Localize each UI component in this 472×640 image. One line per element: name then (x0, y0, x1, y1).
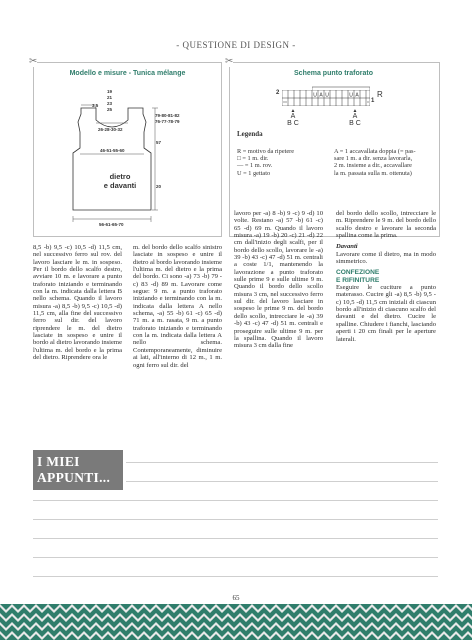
measure-shoulder: 3,5 (92, 103, 99, 108)
legend-left-4: U = 1 gettato (237, 169, 271, 177)
chart-marker-1 (281, 109, 305, 127)
piece-label-1: dietro (109, 172, 131, 181)
text-column-2 (133, 244, 222, 369)
marker-arrow-icon-2: ▲ (352, 108, 358, 114)
chart-row-1: 1 (371, 98, 375, 104)
chart-marker-2 (343, 109, 367, 127)
text-column-3 (234, 210, 323, 350)
svg-text:A: A (319, 92, 323, 99)
col4-text-a: del bordo dello scollo, intrecciare le m. Riprendere le 9 m. del bordo dello scalfo destro e lavorare la seconda spallina come la prima. (336, 210, 436, 240)
measure-armhole-width: 46-51-55-60 (100, 148, 125, 153)
section-header: - QUESTIONE DI DESIGN - (176, 40, 296, 50)
col4-text-c: Eseguire le cuciture a punto materasso. Cucire gli -a) 8,5 -b) 9,5 -c) 10,5 -d) 11,5 cm iniziali di ciascun bordo all'inizio di ciascuno scalfo del davanti e del dietro. Cucire le spalline. Chiudere i fianchi, lasciando aperti i 20 cm finali per le aperture laterali. (336, 284, 436, 343)
note-line (33, 519, 438, 520)
measure-right-mid: 57 (156, 140, 162, 145)
measure-right-upper-2: 76-77-78-79 (155, 119, 180, 124)
note-line (126, 481, 438, 482)
note-line (126, 462, 438, 463)
measure-neck-width: 26-28-30-32 (98, 127, 123, 132)
legend-right-2: sare 1 m. a dir. senza lavorarla, (334, 155, 413, 163)
svg-text:U: U (313, 92, 317, 99)
scissors-icon: ✂ (29, 56, 38, 67)
legend-right-1: A = 1 accavallata doppia (= pas- (334, 148, 416, 155)
legend-right-3: 2 m. insieme a dir., accavallare (334, 162, 412, 170)
chart-box-title: Schema punto traforato (294, 70, 373, 77)
legend-left-1: R = motivo da ripetere (237, 148, 295, 155)
measure-top-2: 21 (107, 95, 113, 100)
chart-row-2: 2 (276, 90, 280, 96)
col4-section-2: E RIFINITURE (336, 276, 380, 284)
legend-left-2: □ = 1 m. dir. (237, 155, 269, 163)
scissors-icon-right: ✂ (225, 56, 234, 67)
legend-left-3: — = 1 m. rov. (237, 162, 273, 170)
repeat-bracket (312, 86, 370, 91)
col4-section-1: CONFEZIONE (336, 269, 380, 277)
marker-2-bottom: B C (349, 120, 361, 127)
col1-text: 8,5 -b) 9,5 -c) 10,5 -d) 11,5 cm, nel successivo ferro sul rov. del lavoro lasciare le m. in sospeso. Per il bordo dello scalfo destro, avviare 10 m. e lavorare a punto traforato iniziando e terminando con la m. indicata dalla lettera B nello schema. Quando il lavoro misura -a) 8,5 -b) 9,5 -c) 10,5 -d) 11,5 cm, alla fine del successivo ferro sul dir. del lavoro riprendere le m. del dietro lasciate in sospeso e unire il bordo al dietro lavorando insieme l'ultima m. del bordo e la prima del dietro. Riprendere ora le (33, 244, 122, 362)
measure-top-1: 19 (107, 89, 113, 94)
piece-label-2: e davanti (103, 181, 137, 190)
marker-1-bottom: B C (287, 120, 299, 127)
col4-text-b: Lavorare come il dietro, ma in modo simmetrico. (336, 250, 436, 266)
measure-right-upper-1: 79-80-81-82 (155, 113, 180, 118)
stitch-chart-grid (282, 90, 370, 106)
legend-right-4: la m. passata sulla m. ottenuta) (334, 169, 412, 177)
col3-text: lavoro per -a) 8 -b) 9 -c) 9 -d) 10 volte. Restano -a) 57 -b) 61 -c) 65 -d) 69 m. Quando il lavoro misura -a) 19 -b) 20 -c) 21 -d) 22 cm dall'inizio degli scalfi, per il bordo dello scollo, lavorare le -a) 39 -b) 43 -c) 47 -d) 51 m. centrali a coste 1/1, mantenendo la lavorazione a punto traforato sulle prime 9 e sulle ultime 9 m. Quando il bordo dello scollo misura 3 cm, nel successivo ferro sul dir. del lavoro lasciare in sospeso le prime 9 m. del bordo dello scollo, intrecciare le -a) 39 -b) 43 -c) 47 -d) 51 m. centrali e proseguire sulle ultime 9 m. per la spallina. Quando il lavoro misura 3 cm dalla fine (234, 210, 323, 350)
knit-pattern-strip (0, 604, 472, 640)
text-column-4 (336, 210, 436, 343)
measure-right-low: 20 (156, 184, 162, 189)
tunic-schematic (33, 62, 220, 235)
note-line (33, 538, 438, 539)
legend-title: Legenda (237, 130, 263, 138)
measure-top-4: 25 (107, 107, 113, 112)
notes-title-1: I MIEI (37, 454, 80, 469)
notes-title-2: APPUNTI... (37, 470, 111, 485)
marker-2-top: A (352, 113, 358, 120)
note-line (33, 557, 438, 558)
svg-text:A: A (355, 92, 359, 99)
measure-bottom-width: 56-61-65-70 (99, 222, 124, 227)
text-column-1 (33, 244, 122, 362)
svg-text:U: U (325, 92, 329, 99)
note-line (33, 576, 438, 577)
legend-left (237, 148, 332, 177)
col4-subheading: Davanti (336, 243, 358, 251)
legend-right (334, 148, 436, 177)
chart-repeat-letter: R (377, 90, 383, 99)
page-number: 65 (232, 594, 240, 602)
col2-text: m. del bordo dello scalfo sinistro lasciate in sospeso e unire il dietro al bordo lavorando insieme l'ultima m. del dietro e la prima del bordo. Ci sono -a) 73 -b) 79 -c) 83 -d) 89 m. Lavorare come segue: 9 m. a punto traforato iniziando e terminando con la m. indicata dalla lettera A nello schema, -a) 55 -b) 61 -c) 65 -d) 71 m. a m. rasata, 9 m. a punto traforato iniziando e terminando con la m. indicata dalla lettera A nello schema. Contemporaneamente, diminuire ai lati, all'interno di 12 m., 1 m. ogni ferro sul dir. del (133, 244, 222, 369)
notes-header (33, 450, 123, 490)
model-box-title: Modello e misure - Tunica mélange (69, 70, 186, 77)
note-line (33, 500, 438, 501)
marker-arrow-icon: ▲ (290, 108, 296, 114)
svg-text:U: U (349, 92, 353, 99)
marker-1-top: A (290, 113, 296, 120)
measure-top-3: 23 (107, 101, 113, 106)
